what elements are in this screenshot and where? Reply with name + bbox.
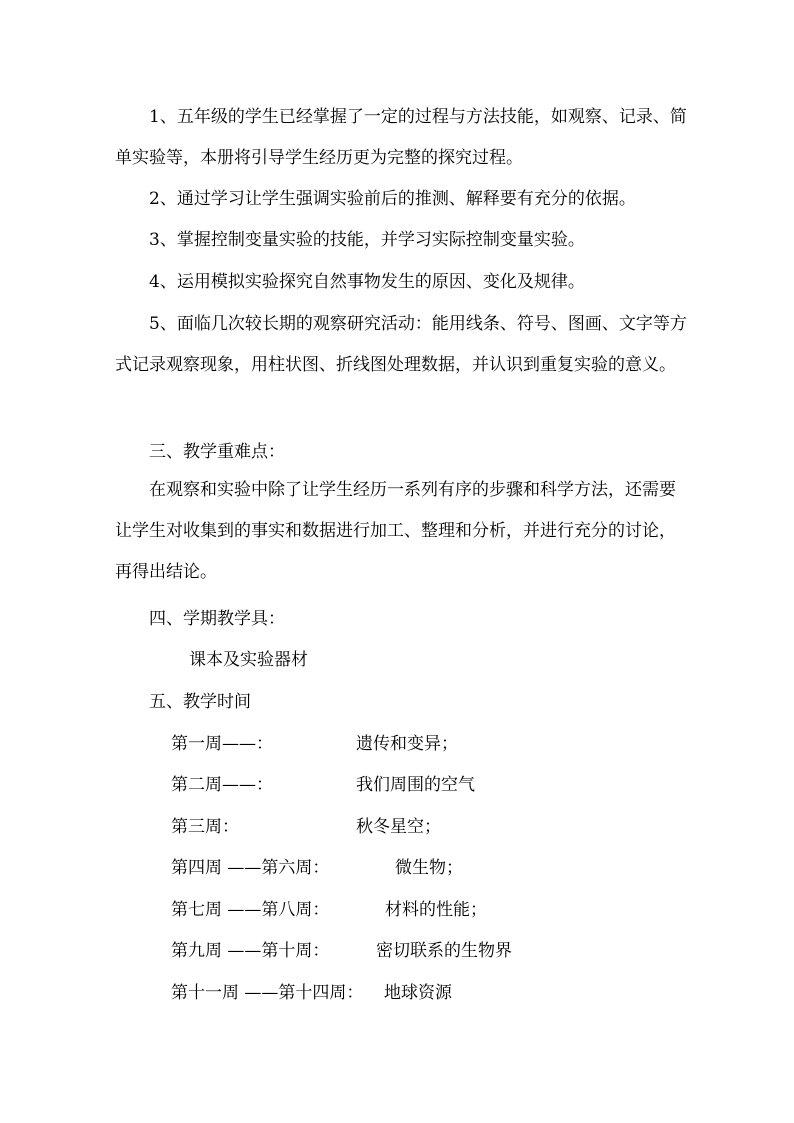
objective-2: 2、通过学习让学生强调实验前后的推测、解释要有充分的依据。 [149, 189, 636, 209]
section3-heading: 三、教学重难点： [149, 442, 285, 462]
schedule-week-7: 第十一周 ——第十四周： [171, 983, 364, 1003]
schedule-week-1: 第一周——： [171, 734, 273, 754]
schedule-topic-7: 地球资源 [384, 983, 452, 1003]
objective-5: 5、面临几次较长期的观察研究活动：能用线条、符号、图画、文字等方式记录观察现象，用柱状图、折线图处理数据，并认识到重复实验的意义。 [115, 314, 687, 375]
objective-1: 1、五年级的学生已经掌握了一定的过程与方法技能，如观察、记录、简单实验等，本册将引导学生经历更为完整的探究过程。 [115, 107, 687, 168]
schedule-topic-2: 我们周围的空气 [356, 775, 475, 795]
schedule-week-6: 第九周 ——第十周： [171, 941, 330, 961]
schedule-week-3: 第三周： [171, 817, 239, 837]
schedule-topic-1: 遗传和变异； [356, 734, 458, 754]
schedule-topic-6: 密切联系的生物界 [376, 941, 512, 961]
schedule-topic-5: 材料的性能； [385, 900, 487, 920]
schedule-week-2: 第二周——： [171, 775, 273, 795]
schedule-topic-4: 微生物； [395, 858, 463, 878]
schedule-week-4: 第四周 ——第六周： [171, 858, 330, 878]
section3-body: 在观察和实验中除了让学生经历一系列有序的步骤和科学方法，还需要让学生对收集到的事实和数据进行加工、整理和分析，并进行充分的讨论，再得出结论。 [115, 480, 676, 582]
section4-body: 课本及实验器材 [189, 650, 308, 670]
section5-heading: 五、教学时间 [149, 692, 251, 712]
objective-4: 4、运用模拟实验探究自然事物发生的原因、变化及规律。 [149, 272, 585, 292]
objective-3: 3、掌握控制变量实验的技能，并学习实际控制变量实验。 [149, 230, 585, 250]
section4-heading: 四、学期教学具： [149, 609, 285, 629]
schedule-week-5: 第七周 ——第八周： [171, 900, 330, 920]
schedule-topic-3: 秋冬星空； [356, 817, 441, 837]
